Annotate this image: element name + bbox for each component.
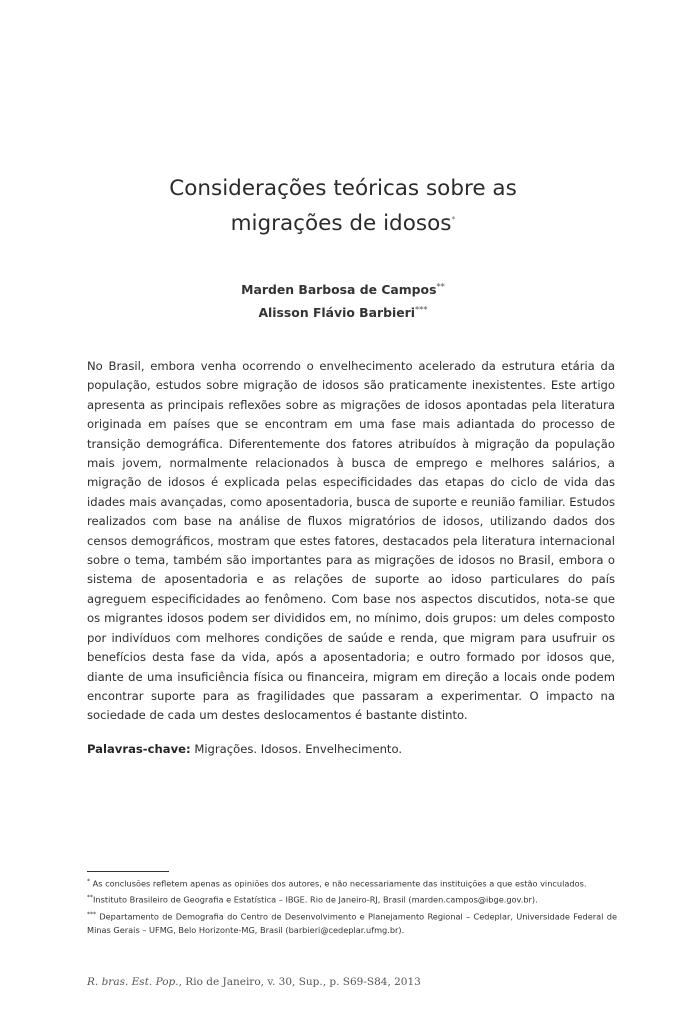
- abstract-text: No Brasil, embora venha ocorrendo o envelhecimento acelerado da estrutura etária da população, estudos sobre migração de idosos são praticamente inexistentes. Este artigo apresenta as principais reflexões sobre as migrações de idosos apontadas pela literatura originada em países que se encontram em uma fase mais adiantada do processo de transição demográfica. Diferentemente dos fatores atribuídos à migração da população mais jovem, normalmente relacionados à busca de emprego e melhores salários, a migração de idosos é explicada pelas especificidades das etapas do ciclo de vida das idades mais avançadas, como aposentadoria, busca de suporte e reunião familiar. Estudos realizados com base na análise de fluxos migratórios de idosos, utilizando dados dos censos demográficos, mostram que estes fatores, destacados pela literatura internacional sobre o tema, também são importantes para as migrações de idosos no Brasil, embora o sistema de aposentadoria e as relações de suporte ao idoso particulares do país agreguem especificidades ao fenômeno. Com base nos aspectos discutidos, nota-se que os migrantes idosos podem ser divididos em, no mínimo, dois grupos: um deles composto por indivíduos com melhores condições de saúde e renda, que migram para usufruir os benefícios desta fase da vida, após a aposentadoria; e outro formado por idosos que, diante de uma insuficiência física ou financeira, migram em direção a locais onde podem encontrar suporte para as fragilidades que passaram a experimentar. O impacto na sociedade de cada um destes deslocamentos é bastante distinto.: [87, 359, 615, 723]
- footnote-1-text: As conclusões refletem apenas as opiniões dos autores, e não necessariamente das instituições a que estão vinculados.: [92, 878, 587, 889]
- running-footer: [87, 976, 421, 988]
- title-footnote-marker[interactable]: *: [451, 215, 456, 224]
- keywords-label: Palavras-chave:: [87, 742, 191, 756]
- article-title: [0, 173, 686, 239]
- title-line-2: migrações de idosos: [230, 211, 452, 237]
- footnote-3: [87, 908, 617, 938]
- footnote-1: [87, 875, 617, 891]
- title-line-1: Considerações teóricas sobre as: [169, 176, 517, 201]
- footnotes: [87, 875, 617, 938]
- footnote-1-marker: *: [87, 878, 90, 885]
- author-2-name: Alisson Flávio Barbieri: [258, 305, 415, 321]
- journal-name: R. bras. Est. Pop.: [87, 976, 179, 988]
- author-2: [0, 300, 686, 323]
- author-1-name: Marden Barbosa de Campos: [241, 282, 437, 298]
- keywords: [87, 740, 615, 759]
- footnote-separator: [87, 871, 169, 872]
- author-list: [0, 277, 686, 323]
- footnote-3-text: Departamento de Demografia do Centro de Desenvolvimento e Planejamento Regional – Cedeplar, Universidade Federal de Minas Gerais – UFMG, Belo Horizonte-MG, Brasil (barbieri@cedeplar.ufmg.br).: [87, 911, 617, 935]
- author-2-footnote-marker[interactable]: ***: [414, 305, 428, 315]
- footnote-3-marker: ***: [87, 910, 96, 918]
- citation-details: , Rio de Janeiro, v. 30, Sup., p. S69-S84, 2013: [178, 976, 421, 988]
- author-1: [0, 277, 686, 300]
- footnote-2-marker: **: [87, 894, 93, 902]
- keywords-text: Migrações. Idosos. Envelhecimento.: [194, 742, 403, 756]
- footnote-2: [87, 891, 617, 907]
- footnote-2-text: Instituto Brasileiro de Geografia e Estatística – IBGE. Rio de Janeiro-RJ, Brasil (marden.campos@ibge.gov.br).: [93, 895, 538, 906]
- author-1-footnote-marker[interactable]: **: [436, 282, 445, 291]
